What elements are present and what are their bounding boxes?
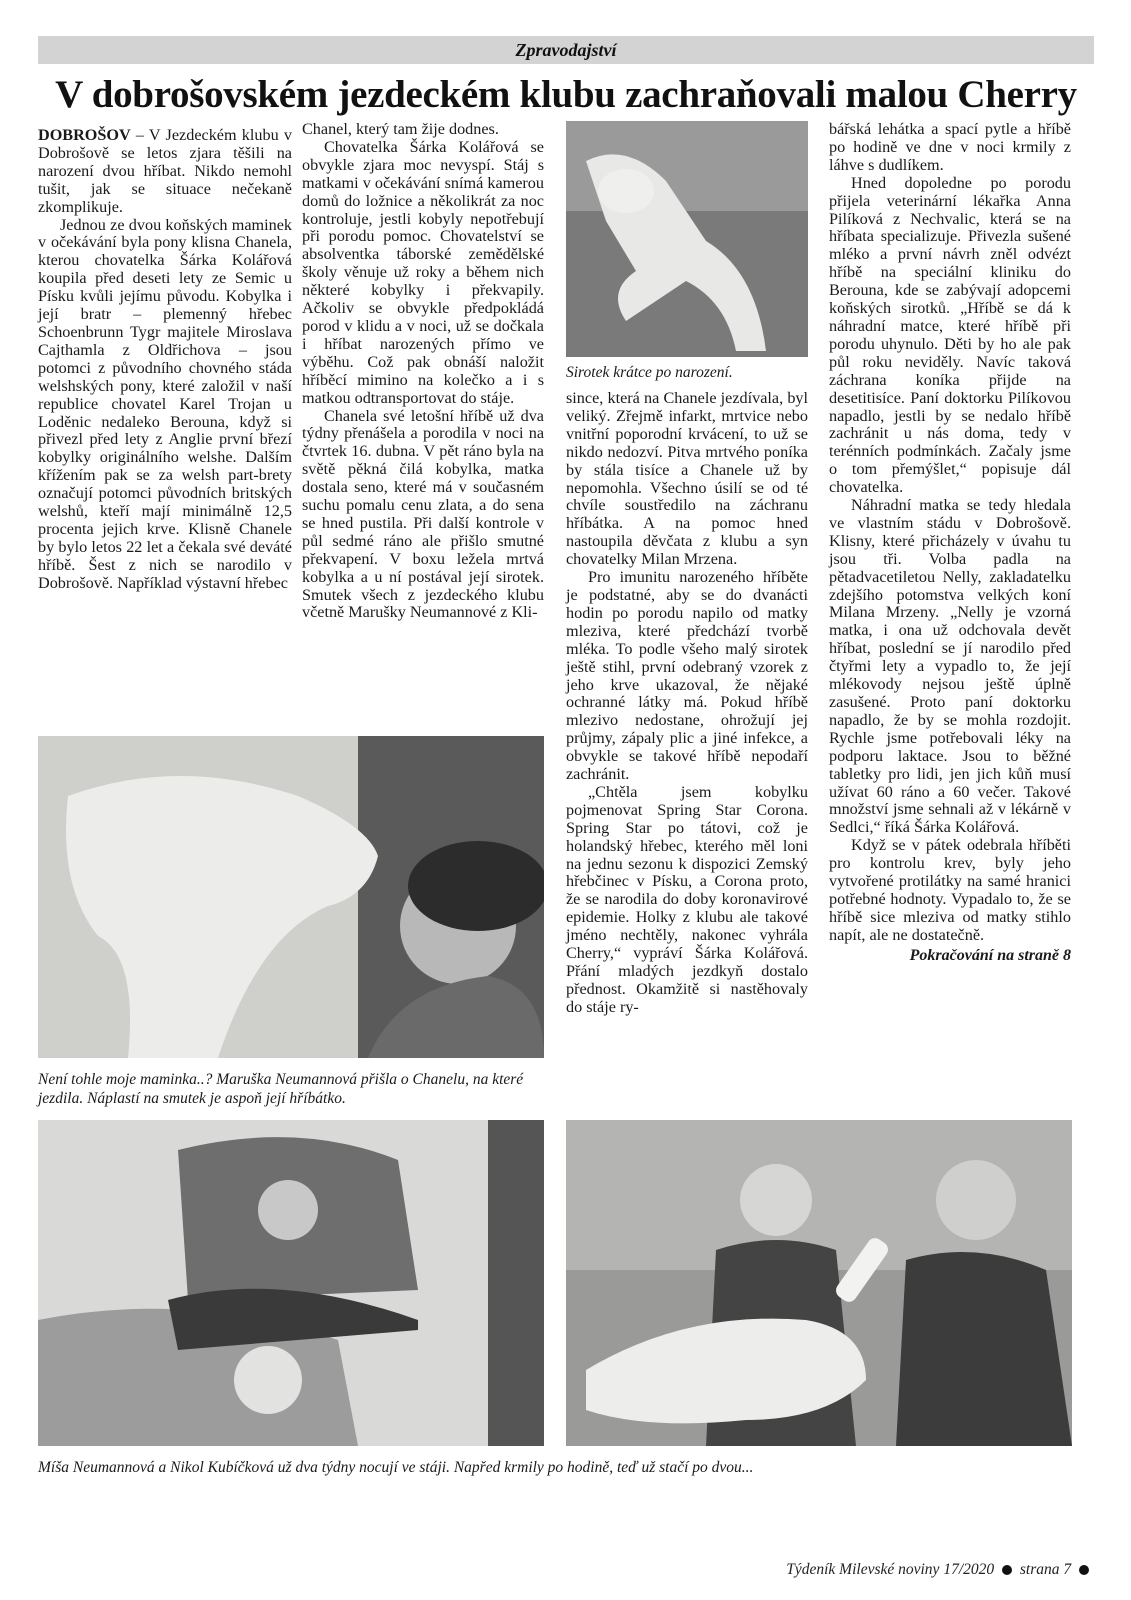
- page-footer: [786, 1561, 1093, 1579]
- caption-bottom: Míša Neumannová a Nikol Kubíčková už dva týdny nocují ve stáji. Napřed krmily po hodině, teď už stačí po dvou...: [38, 1459, 754, 1476]
- headline: V dobrošovském jezdeckém klubu zachraňovali malou Cherry: [55, 73, 1077, 116]
- article-paragraph: „Chtěla jsem kobylku pojmenovat Spring Star Corona. Spring Star po tátovi, což je holandský hřebec, kterého měl loni na jednu sezonu k dispozici Zemský hřebčinec v Písku, a Corona proto, že se narodila do doby koronavirové epidemie. Holky z klubu ale takové jméno nechtěly, nakonec vyhrála Cherry,“ vypráví Šárka Kolářová. Přání mladých jezdkyň dostalo přednost. Okamžitě si nastěhovaly do stáje ry-: [566, 782, 808, 1016]
- article-paragraph: bářská lehátka a spací pytle a hříbě po hodině ve dne v noci krmily z láhve s dudlíkem.: [829, 120, 1071, 174]
- photo-bottle-feeding-image: [566, 1120, 1072, 1446]
- bullet-icon: [1079, 1565, 1089, 1575]
- article-column-1: [38, 127, 292, 593]
- article-column-3: [566, 390, 808, 1017]
- article-paragraph: Když se v pátek odebrala hříběti pro kontrolu krev, byly jeho vytvořené protilátky na samé hranici potřebné hodnoty. Vypadalo to, že se hříbě sice mleziva od matky stihlo napít, ale ne dostatečně.: [829, 836, 1071, 944]
- dateline: DOBROŠOV: [38, 126, 131, 144]
- photo-foal-lying: [566, 121, 808, 357]
- section-bar: [38, 36, 1094, 64]
- article-paragraph: Chovatelka Šárka Kolářová se obvykle zjara moc nevyspí. Stáj s matkami v očekávání snímá kamerou domů do ložnice a několikrát za noc kontroluje, jestli kobyly nepotřebují při porodu pomoc. Chovatelství se absolventka táborské zemědělské školy věnuje už roky a během nich některé kobylky i překvapily. Ačkoliv se obvykle předpokládá porod v klidu a v noci, už se dočkala i hříbat narozených přímo ve výběhu. Což pak obnáší naložit hříběcí mimino na kolečko a i s matkou odtransportovat do stáje.: [302, 137, 544, 407]
- article-paragraph: Chanela své letošní hříbě už dva týdny přenášela a porodila v noci na čtvrtek 16. dubna. V pět ráno byla na světě pěkná čilá kobylka, matka dostala seno, které má v současném suchu pomalu cenu zlata, a do sena se hned pustila. Při další kontrole v půl sedmé ráno ale přišlo smutné překvapení. V boxu ležela mrtvá kobylka a u ní postával její sirotek. Smutek všech z jezdeckého klubu včetně Marušky Neumannové z Kli-: [302, 406, 544, 622]
- article-paragraph: Chanel, který tam žije dodnes.: [302, 120, 499, 138]
- caption-foal: Sirotek krátce po narození.: [566, 364, 733, 381]
- lead-text: – V Jezdeckém klubu v Dobrošově se letos zjara těšili na narození dvou hříbat. Nikdo nemohl tušit, jak se situace nečekaně zkomplikuje.: [38, 126, 292, 216]
- caption-kiss: Není tohle moje maminka..? Maruška Neumannová přišla o Chanelu, na které jezdila. Náplastí na smutek je aspoň její hříbátko.: [38, 1071, 524, 1107]
- bullet-icon: [1002, 1565, 1012, 1575]
- article-paragraph: Jednou ze dvou koňských maminek v očekávání byla pony klisna Chanela, kterou chovatelka Šárka Kolářová koupila před deseti lety ze Semic u Písku kvůli jejímu původu. Kobylka i její bratr – plemenný hřebec Schoenbrunn Tygr majitele Miroslava Cajthamla z Oldřichova – jsou potomci z původního chovného stáda welshských pony, které založil v naší republice chovatel Karel Trojan u Loděnic nedaleko Berouna, když si přivezl před lety z Anglie první březí kobylky originálního welshe. Dalším křížením pak se za welsh part-brety označují potomci původních britských welshů, kteří mají minimálně 12,5 procenta jejich krve. Klisně Chanele by bylo letos 22 let a čekala své deváté hříbě. Šest z nich se narodilo v Dobrošově. Například výstavní hřebec: [38, 215, 292, 592]
- photo-girl-kissing-foal-image: [38, 736, 544, 1058]
- photo-girls-sleeping-image: [38, 1120, 544, 1446]
- photo-foal-lying-image: [566, 121, 808, 357]
- article-lead: [38, 127, 292, 217]
- article-column-2: [302, 121, 544, 622]
- photo-bottle-feeding: [566, 1120, 1072, 1446]
- publication-name: Týdeník Milevské noviny 17/2020: [786, 1561, 995, 1578]
- article-paragraph: Pro imunitu narozeného hříběte je podstatné, aby se do dvanácti hodin po porodu napilo od matky mleziva, které předchází tvorbě mléka. To podle všeho malý sirotek ještě stihl, první odebraný vzorek z jeho krve ukazoval, že nějaké ochranné látky má. Pokud hříbě mlezivo nedostane, ohrožují jej průjmy, zápaly plic a jiné infekce, a obvykle se takové hříbě nepodaří zachránit.: [566, 568, 808, 784]
- section-label: Zpravodajství: [515, 40, 617, 60]
- page-number: strana 7: [1019, 1561, 1072, 1578]
- article-paragraph: since, která na Chanele jezdívala, byl veliký. Zřejmě infarkt, mrtvice nebo vnitřní poporodní krvácení, to už se nikdo nedozví. Pitva mrtvého poníka by stála tisíce a Chanele už by nepomohla. Všechno úsilí se od té chvíle soustředilo na záchranu hříbátka. A na pomoc hned nastoupila děvčata z klubu a syn chovatelky Milan Mrzena.: [566, 389, 808, 569]
- photo-girl-kissing-foal: [38, 736, 544, 1058]
- article-paragraph: Hned dopoledne po porodu přijela veterinární lékařka Anna Pilíková z Nechvalic, která se na hříbata specializuje. Přivezla sušené mléko a první návrh zněl odvézt hříbě na speciální kliniku do Berouna, kde se zabývají adopcemi koňských sirotků. „Hříbě se dá k náhradní matce, které hříbě při porodu uhynulo. Děti by ho ale pak půl roku neviděly. Navíc taková záchrana koníka přijde na desetitisíce. Paní doktorku Pilíkovou napadlo, jestli by se nedalo hříbě zachránit u nás doma, tedy v terénních podmínkách. Začaly jsme o tom přemýšlet,“ popisuje dál chovatelka.: [829, 173, 1071, 497]
- article-column-4: [829, 121, 1071, 965]
- article-paragraph: Náhradní matka se tedy hledala ve vlastním stádu v Dobrošově. Klisny, které přicházely v úvahu tu jsou tři. Volba padla na pětadvacetiletou Nelly, zakladatelku zdejšího potomstva velkých koní Milana Mrzeny. „Nelly je vzorná matka, i ona už odchovala devět hříbat, poslední se jí narodilo před čtyřmi lety a vypadlo to, že její mlékovody nejsou ještě úplně zasušené. Proto paní doktorku napadlo, že by se mohla rozdojit. Rychle jsme potřebovali léky na podporu laktace. Jsou to běžné tabletky pro lidi, jen jich kůň musí užívat 60 ráno a 60 večer. Takové množství jsme sehnali až v lékárně v Sedlci,“ říká Šárka Kolářová.: [829, 496, 1071, 837]
- continued-note: Pokračování na straně 8: [909, 946, 1071, 964]
- photo-girls-sleeping: [38, 1120, 544, 1446]
